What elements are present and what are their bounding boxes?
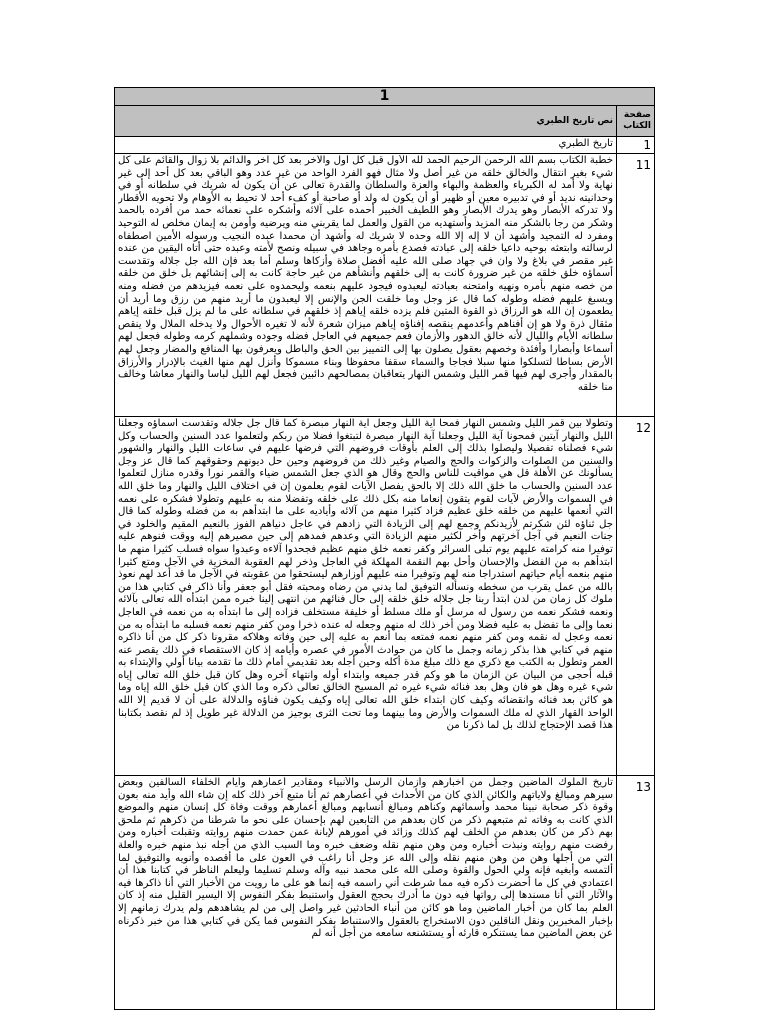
text-column-header: نص تاريخ الطبري <box>115 106 617 137</box>
table-header-row <box>115 106 655 137</box>
text-cell: وتطولا بين قمر الليل وشمس النهار فمحا آية الليل وجعل آية النهار مبصرة كما قال جل جلاله وتقدست أسماؤه وجعلنا الليل والنهار آيتين فمحونا آية الليل وجعلنا آية النهار مبصرة لتبتغوا فضلا من ربكم ولتعلموا عدد السنين والحساب وكل شيء فصلناه تفصيلا وليصلوا بذلك إلى العلم بأوقات فروضهم التي فرضها عليهم في ساعات الليل والنهار والشهور والسنين من الصلوات والزكوات والحج والصيام وغير ذلك من فروضهم وحين حل ديونهم وحقوقهم كما قال عز وجل يسألونك عن الأهلة قل هي مواقيت للناس والحج وقال هو الذي جعل الشمس ضياء والقمر نورا وقدره منازل لتعلموا عدد السنين والحساب ما خلق الله ذلك إلا بالحق يفصل الآيات لقوم يعلمون إن في اختلاف الليل والنهار وما خلق الله في السموات والأرض لآيات لقوم يتقون إنعاما منه بكل ذلك على خلقه وتفضلا منه به عليهم وتطولا فشكره على نعمه التي أنعمها عليهم من خلقه خلق عظيم فزاد كثيرا منهم من آلائه وأياديه على ما ابتدأهم به من فضله وطوله كما قال جل ثناؤه لئن شكرتم لأزيدنكم وجمع لهم إلى الزيادة التي زادهم في عاجل دنياهم الفوز بالنعيم المقيم والخلود في جنات النعيم في آجل آخرتهم وأخر لكثير منهم الزيادة التي وعدهم فمدهم إلى حين مصيرهم إليه ووقت فنوهم عليه توفيرا منه كرامته عليهم يوم تبلى السرائر وكفر نعمه خلق منهم عظيم فجحدوا آلاءه وعبدوا سواه فسلب كثيرا منهم ما ابتدأهم به من الفضل والإحسان وأحل بهم النقمة المهلكة في العاجل وذخر لهم العقوبة المخزية في الآجل ومتع كثيرا منهم بنعمه أيام حياتهم استدراجا منه لهم وتوفيرا منه عليهم أوزارهم ليستحقوا من عقوبته في الآجل ما قد أعد لهم نعوذ بالله من عمل يقرب من سخطه ونسأله التوفيق لما يدني من رضاه ومحبته فقل أبو جعفر وأنا ذاكر في كتابي هذا من ملوك كل زمان من لدن ابتدأ ربنا جل جلاله خلق خلقه إلى حال فنائهم من انتهى إلينا خبره ممن ابتدأه الله تعالى بآلائه ونعمه فشكر نعمه من رسول له مرسل أو ملك مسلط أو خليفة مستخلف فزاده إلى ما ابتدأه به من نعمه في العاجل نعما وإلى ما تفضل به عليه فضلا ومن أخر ذلك له منهم وجعله له عنده ذخرا ومن كفر منهم نعمه فسلبه ما ابتدأه به من نعمه وعجل له نقمه ومن كفر منهم نعمه فمتعه بما أنعم به عليه إلى حين وفاته وهلاكه مقرونا ذكر كل من أنا ذاكره منهم في كتابي هذا بذكر زمانه وجمل ما كان من حوادث الأمور في عصره وأيامه إذ كان الاستقصاء في ذلك يقصر عنه العمر وتطول به الكتب مع ذكري مع ذلك مبلغ مدة أكله وحين أجله بعد تقديمي أمام ذلك ما تقدمه بيانا أولي والإبتداء به قبله أحجى من البيان عن الزمان ما هو وكم قدر جميعه وابتداء أوله وانتهاء آخره وهل كان قبل خلق الله تعالى إياه شيء غيره وهل هو فان وهل بعد فنائه شيء غيره ثم المسيح الخالق تعالى ذكره وما الذي كان قبل خلق الله إياه وما هو كائن بعد فنائه وانقضائه وكيف كان ابتداء خلق الله تعالى إياه وكيف يكون فناؤه والدلالة على أن لا قديم إلا الله الواحد القهار الذي له ملك السموات والأرض وما بينهما وما تحت الثرى بوجيز من الدلالة غير طويل إذ لم نقصد بكتابنا هذا قصد الإحتجاج لذلك بل لما ذكرنا من <box>118 418 613 732</box>
document-table-container <box>114 87 654 1010</box>
page-number-cell: 1 <box>617 137 655 154</box>
table-row <box>115 417 655 776</box>
text-cell: تاريخ الطبري <box>115 137 617 154</box>
table-row <box>115 137 655 154</box>
text-cell-wrap <box>115 776 617 1010</box>
table-row <box>115 776 655 1010</box>
table-row <box>115 154 655 417</box>
table-title: 1 <box>115 88 655 106</box>
page-column-header: صفحة الكتاب <box>617 106 655 137</box>
text-cell: تاريخ الملوك الماضين وجمل من أخبارهم وأزمان الرسل والأنبياء ومقادير أعمارهم وأيام الخلفاء السالفين وبعض سيرهم ومبالغ ولاياتهم والكائن الذي كان من الأحداث في أعصارهم ثم أنا متبع آخر ذلك كله إن شاء الله وأيد منه بعون وقوة ذكر صحابة نبينا محمد وأسمائهم وكناهم ومبالغ أنسابهم ومبالغ أعمارهم ووقت وفاة كل إنسان منهم والموضع الذي كانت به وفاته ثم متبعهم ذكر من كان بعدهم من التابعين لهم بإحسان على نحو ما شرطنا من ذكرهم ثم ملحق بهم ذكر من كان بعدهم من الخلف لهم كذلك وزائد في أمورهم لإبانة عمن حمدت منهم روايته وتقبلت أخباره ومن رفضت منهم روايته ونبذت أخباره ومن وهن منهم نقله وضعف خبره وما السبب الذي من أجله نبذ منهم خبره والعلة التي من أجلها وهن من وهن منهم نقله وإلى الله عز وجل أنا راغب في العون على ما أقصده وأنويه والتوفيق لما ألتمسه وأبغيه فإنه ولي الحول والقوة وصلى الله على محمد نبيه وآله وسلم تسليما وليعلم الناظر في كتابنا هذا أن اعتمادي في كل ما أحضرت ذكره فيه مما شرطت أني راسمه فيه إنما هو على ما رويت من الأخبار التي أنا ذاكرها فيه والآثار التي أنا مسندها إلى رواتها فيه دون ما أدرك بحجج العقول واستنبط بفكر النفوس إلا اليسير القليل منه إذ كان العلم بما كان من أخبار الماضين وما هو كائن من أنباء الحادثين غير واصل إلى من لم يشاهدهم ولم يدرك زمانهم إلا بإخبار المخبرين ونقل الناقلين دون الاستخراج بالعقول والاستنباط بفكر النفوس فما يكن في كتابي هذا من خبر ذكرناه عن بعض الماضين مما يستنكره قارئه أو يستشنعه سامعه من أجل أنه لم <box>118 777 613 940</box>
page-number-cell: 13 <box>617 776 655 1010</box>
text-cell-wrap <box>115 154 617 417</box>
page-number-cell: 12 <box>617 417 655 776</box>
page-number-cell: 11 <box>617 154 655 417</box>
tabari-text-table <box>114 87 655 1010</box>
text-cell: خطبة الكتاب بسم الله الرحمن الرحيم الحمد لله الأول قبل كل أول والآخر بعد كل آخر والدائم بلا زوال والقائم على كل شيء بغير انتقال والخالق خلقه من غير أصل ولا مثال فهو الفرد الواحد من غير عدد وهو الباقي بعد كل أحد إلى غير نهاية ولا أمد له الكبرياء والعظمة والبهاء والعزة والسلطان والقدرة تعالى عن أن يكون له شريك في سلطانه أو في وحدانيته نديد أو في تدبيره معين أو ظهير أو أن يكون له ولد أو صاحبة أو كفء أحد لا تحيط به الأوهام ولا تحويه الأقطار ولا تدركه الأبصار وهو يدرك الأبصار وهو اللطيف الخبير أحمده على آلائه وأشكره على نعمائه حمد من أفرده بالحمد وشكر من رجا بالشكر منه المزيد وأستهديه من القول والعمل لما يقربني منه ويرضيه وأومن به إيمان مخلص له التوحيد ومفرد له التمجيد وأشهد أن لا إله إلا الله وحده لا شريك له وأشهد أن محمدا عبده النجيب ورسوله الأمين اصطفاه لرسالته وابتعثه بوحيه داعيا خلقه إلى عبادته فصدع بأمره وجاهد في سبيله ونصح لأمته وعبده حتى أتاه اليقين من عنده غير مقصر في بلاغ ولا وان في جهاد صلى الله عليه أفضل صلاة وأزكاها وسلم أما بعد فإن الله جل جلاله وتقدست أسماؤه خلق خلقه من غير ضرورة كانت به إلى خلقهم وأنشأهم من غير حاجة كانت به إلى إنشائهم بل خلق من خلقه من خصه منهم بأمره ونهيه وامتحنه بعبادته ليعبدوه فيجود عليهم بنعمه وليحمدوه على نعمه فيزيدهم من فضله ومنه ويسبغ عليهم فضله وطوله كما قال عز وجل وما خلقت الجن والإنس إلا ليعبدون ما أريد منهم من رزق وما أريد أن يطعمون إن الله هو الرزاق ذو القوة المتين فلم يزده خلقه إياهم إذ خلقهم في سلطانه على ما لم يزل قبل خلقه إياهم مثقال ذرة ولا هو إن أفناهم وأعدمهم ينقصه إفناؤه إياهم ميزان شعرة لأنه لا تغيره الأحوال ولا يدخله الملال ولا ينقص سلطانه الأيام والليال لأنه خالق الدهور والأزمان فعم جميعهم في العاجل فضله وجوده وشملهم كرمه وطوله فجعل لهم أسماعا وأبصارا وأفئدة وخصهم بعقول يصلون بها إلى التمييز بين الحق والباطل ويعرفون بها المنافع والمضار وجعل لهم الأرض بساطا لتسلكوا منها سبلا فجاجا والسماء سقفا محفوظا وبناء مسموكا وأنزل لهم منها الغيث بالإدرار والأرزاق بالمقدار وأجرى لهم فيها قمر الليل وشمس النهار يتعاقبان بمصالحهم دائبين فجعل لهم الليل لباسا والنهار معاشا وخالف منا خلقه <box>118 155 613 393</box>
text-cell-wrap <box>115 417 617 776</box>
table-title-row <box>115 88 655 106</box>
